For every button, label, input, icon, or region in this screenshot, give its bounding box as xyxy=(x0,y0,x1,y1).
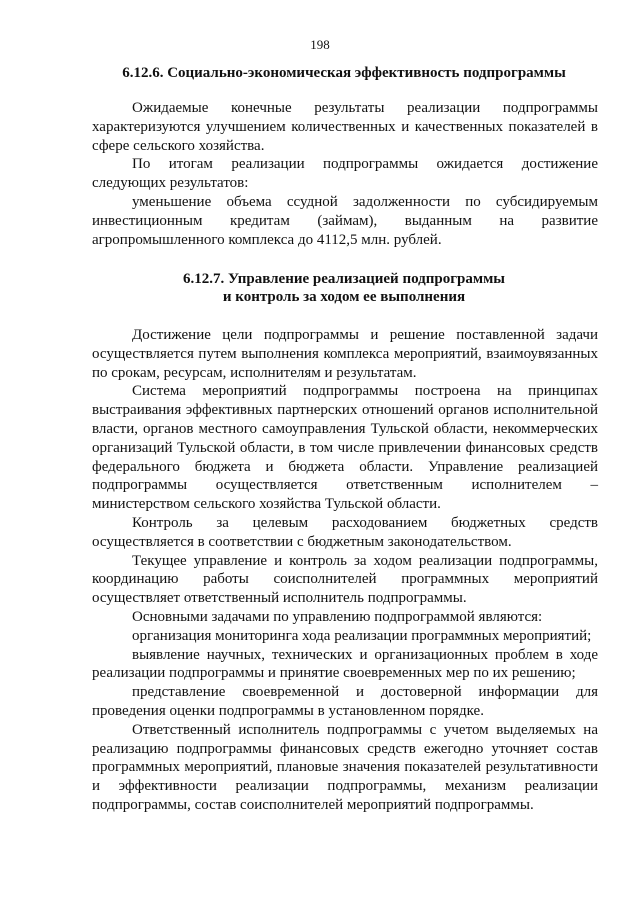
paragraph: Текущее управление и контроль за ходом реализации подпрограммы, координацию работы соисполнителей программных мероприятий осуществляет ответственный исполнитель подпрограммы. xyxy=(92,552,598,607)
paragraph: представление своевременной и достоверной информации для проведения оценки подпрограммы в установленном порядке. xyxy=(92,684,598,719)
heading-line: 6.12.7. Управление реализацией подпрограммы xyxy=(182,271,506,287)
section-body-6-12-7 xyxy=(92,326,598,815)
section-heading-6-12-6: 6.12.6. Социально-экономическая эффективность подпрограммы xyxy=(122,65,566,81)
paragraph: По итогам реализации подпрограммы ожидается достижение следующих результатов: xyxy=(92,156,598,192)
paragraph: Ответственный исполнитель подпрограммы с учетом выделяемых на реализацию подпрограммы финансовых средств ежегодно уточняет состав программных мероприятий, плановые значения показателей результативности и эффективности реализации подпрограммы, механизм реализации подпрограммы, состав соисполнителей мероприятий подпрограммы. xyxy=(92,721,598,813)
paragraph: выявление научных, технических и организационных проблем в ходе реализации подпрограммы и принятие своевременных мер по их решению; xyxy=(92,646,598,682)
paragraph: Основными задачами по управлению подпрограммой являются: xyxy=(132,608,543,625)
paragraph: Контроль за целевым расходованием бюджетных средств осуществляется в соответствии с бюджетным законодательством. xyxy=(92,514,598,550)
heading-line: и контроль за ходом ее выполнения xyxy=(222,289,466,305)
section-body-6-12-6 xyxy=(92,99,598,249)
paragraph: Ожидаемые конечные результаты реализации подпрограммы характеризуются улучшением количественных и качественных показателей в сфере сельского хозяйства. xyxy=(92,100,598,154)
page-number: 198 xyxy=(310,37,330,52)
paragraph: Достижение цели подпрограммы и решение поставленной задачи осуществляется путем выполнения комплекса мероприятий, взаимоувязанных по срокам, ресурсам, исполнителям и результатам. xyxy=(92,327,598,381)
paragraph: организация мониторинга хода реализации программных мероприятий; xyxy=(132,627,592,644)
paragraph: уменьшение объема ссудной задолженности по субсидируемым инвестиционным кредитам (займам), выданным на развитие агропромышленного комплекса до 4112,5 млн. рублей. xyxy=(92,193,598,248)
section-heading-6-12-7 xyxy=(90,270,598,306)
paragraph: Система мероприятий подпрограммы построена на принципах выстраивания эффективных партнерских отношений органов исполнительной власти, органов местного самоуправления Тульской области, некоммерческих организаций Тульской области, в том числе привлечении финансовых средств федерального бюджета и бюджета области. Управление реализацией подпрограммы осуществляется ответственным исполнителем – министерством сельского хозяйства Тульской области. xyxy=(92,383,598,513)
